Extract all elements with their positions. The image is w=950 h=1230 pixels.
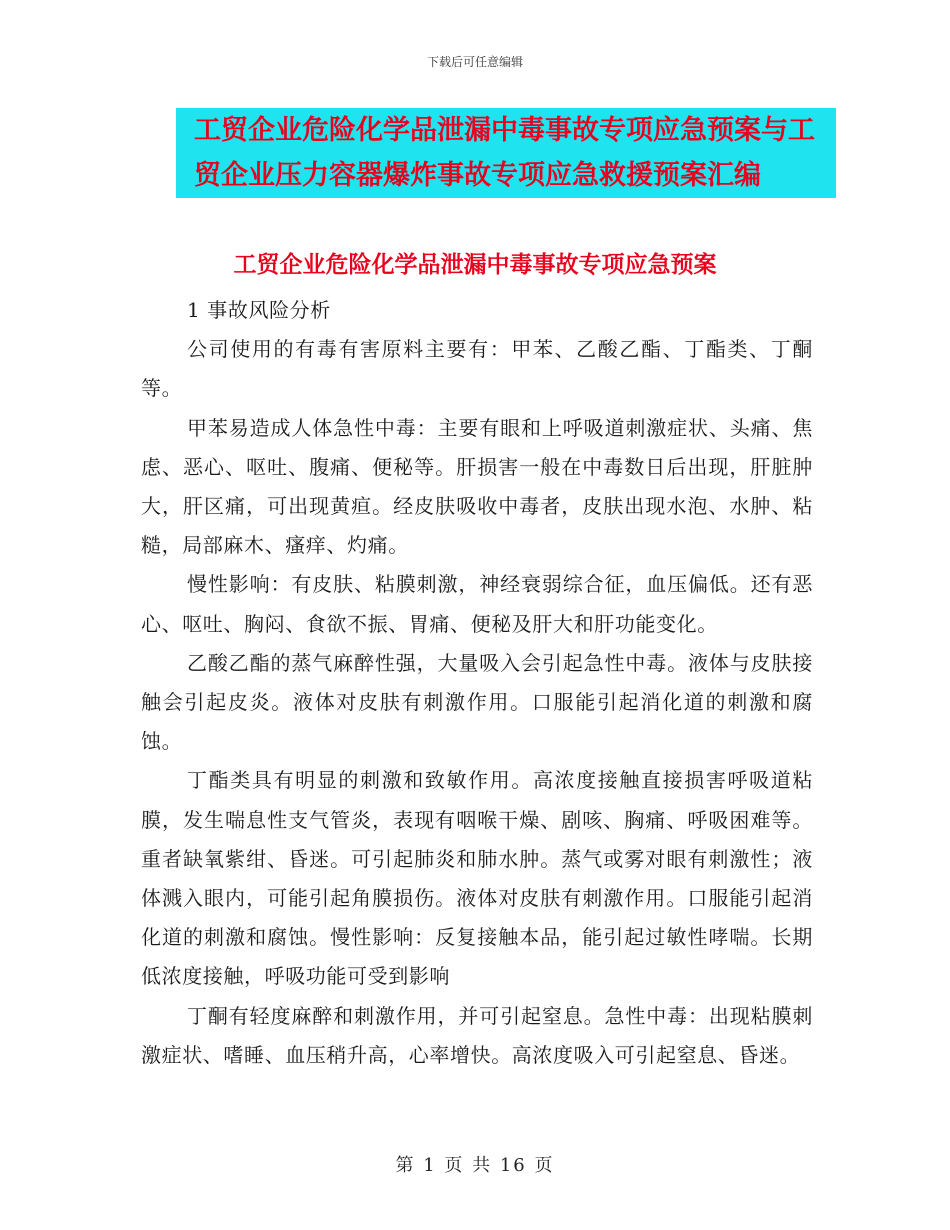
section-title: 工贸企业危险化学品泄漏中毒事故专项应急预案 [233,252,717,278]
section-heading: 1 事故风险分析 [187,298,331,322]
document-title [176,108,836,198]
page-header: 下载后可任意编辑 [426,55,523,69]
paragraph: 慢性影响：有皮肤、粘膜刺激，神经衰弱综合征，血压偏低。还有恶心、呕吐、胸闷、食欲不振、胃痛、便秘及肝大和肝功能变化。 [141,572,813,636]
paragraph: 丁酯类具有明显的刺激和致敏作用。高浓度接触直接损害呼吸道粘膜，发生喘息性支气管炎，表现有咽喉干燥、剧咳、胸痛、呼吸困难等。重者缺氧紫绀、昏迷。可引起肺炎和肺水肿。蒸气或雾对眼有刺激性；液体溅入眼内，可能引起角膜损伤。液体对皮肤有刺激作用。口服能引起消化道的刺激和腐蚀。慢性影响：反复接触本品，能引起过敏性哮喘。长期低浓度接触，呼吸功能可受到影响 [141,768,813,989]
paragraph: 甲苯易造成人体急性中毒：主要有眼和上呼吸道刺激症状、头痛、焦虑、恶心、呕吐、腹痛、便秘等。肝损害一般在中毒数日后出现，肝脏肿大，肝区痛，可出现黄疸。经皮肤吸收中毒者，皮肤出现水泡、水肿、粘糙，局部麻木、瘙痒、灼痛。 [141,415,813,558]
page-number-footer: 第 1 页 共 16 页 [395,1155,555,1176]
document-body [141,291,813,1075]
paragraph: 乙酸乙酯的蒸气麻醉性强，大量吸入会引起急性中毒。液体与皮肤接触会引起皮炎。液体对皮肤有刺激作用。口服能引起消化道的刺激和腐蚀。 [141,650,813,754]
paragraph: 丁酮有轻度麻醉和刺激作用，并可引起窒息。急性中毒：出现粘膜刺激症状、嗜睡、血压稍升高，心率增快。高浓度吸入可引起窒息、昏迷。 [141,1003,813,1067]
document-title-line-1: 工贸企业危险化学品泄漏中毒事故专项应急预案与工 [194,115,815,146]
paragraph: 公司使用的有毒有害原料主要有：甲苯、乙酸乙酯、丁酯类、丁酮等。 [141,337,813,401]
document-title-line-2: 贸企业压力容器爆炸事故专项应急救援预案汇编 [194,160,761,191]
